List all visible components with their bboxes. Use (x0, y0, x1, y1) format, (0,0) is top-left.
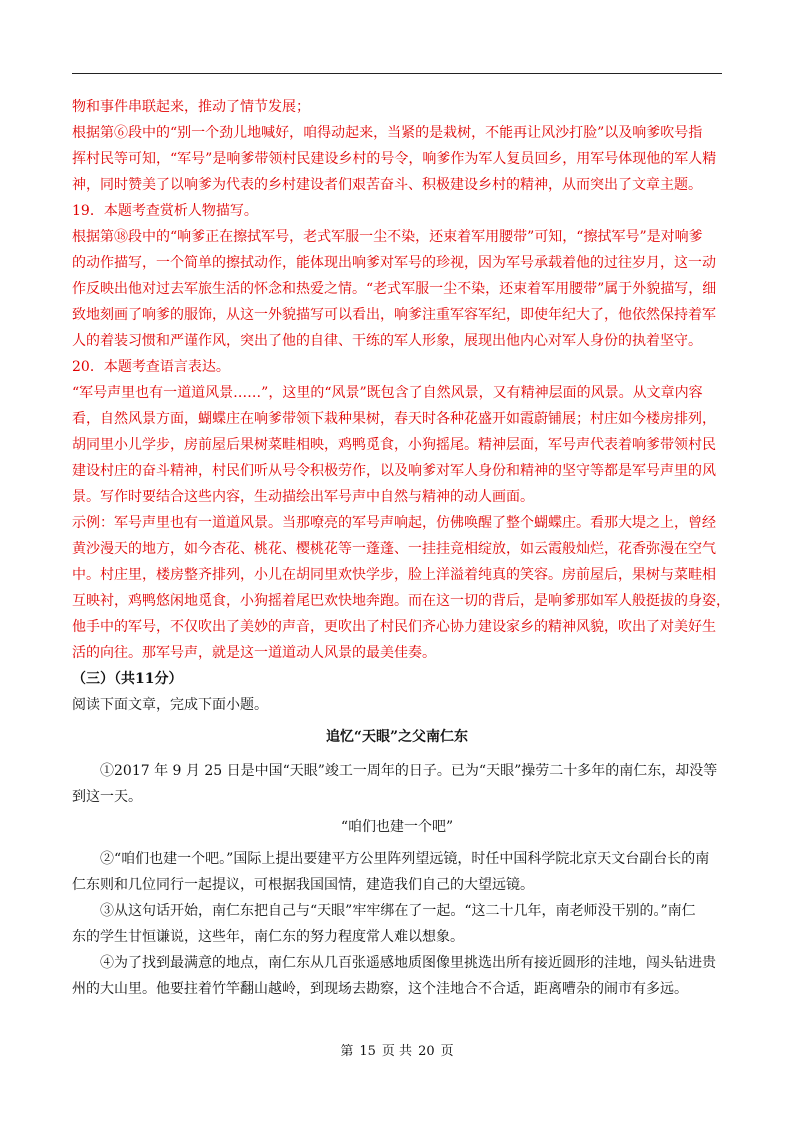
answer-block (72, 96, 730, 664)
page-footer (0, 1040, 794, 1059)
answer-line: 致地刻画了响爹的服饰，从这一外貌描写可以看出，响爹注重军容军纪，即使年纪大了，他依然保持着军 (72, 307, 716, 323)
answer-line: 看，自然风景方面，蝴蝶庄在响爹带领下栽种果树，春天时各种花盛开如霞蔚铺展；村庄如今楼房排列， (72, 411, 716, 427)
answer-line: 20．本题考查语言表达。 (72, 359, 230, 375)
footer-suffix: 页 (440, 1044, 454, 1059)
footer-middle: 页 共 (381, 1044, 413, 1059)
paragraph-line: 到这一天。 (72, 789, 142, 805)
page-content (72, 96, 730, 1002)
answer-line: 示例：军号声里也有一道道风景。当那嘹亮的军号声响起，仿佛唤醒了整个蝴蝶庄。看那大堤之上，曾经 (72, 515, 716, 531)
paragraph-line: ④为了找到最满意的地点，南仁东从几百张遥感地质图像里挑选出所有接近圆形的洼地，闯头钻进贵 (100, 955, 716, 971)
answer-line: 根据第⑥段中的“别一个劲儿地喊好，咱得动起来，当紧的是栽树，不能再让风沙打脸”以及响爹吹号指 (72, 125, 703, 141)
answer-line: 建设村庄的奋斗精神，村民们听从号令积极劳作，以及响爹对军人身份和精神的坚守等都是军号声里的风 (72, 463, 716, 479)
header-rule (72, 73, 722, 74)
reading-section (72, 668, 722, 1002)
answer-line: 作反映出他对过去军旅生活的怀念和热爱之情。“老式军服一尘不染，还束着军用腰带”属于外貌描写，细 (72, 281, 717, 297)
answer-line: 神，同时赞美了以响爹为代表的乡村建设者们艰苦奋斗、积极建设乡村的精神，从而突出了文章主题。 (72, 177, 702, 193)
answer-line: 他手中的军号，不仅吹出了美妙的声音，更吹出了村民们齐心协力建设家乡的精神风貌，吹出了对美好生 (72, 619, 716, 635)
paragraph-line: ①2017 年 9 月 25 日是中国“天眼”竣工一周年的日子。已为“天眼”操劳二十多年的南仁东，却没等 (100, 763, 718, 779)
paragraph-line: 东的学生甘恒谦说，这些年，南仁东的努力程度常人难以想象。 (72, 929, 464, 945)
answer-line: “军号声里也有一道道风景……”，这里的“风景”既包含了自然风景，又有精神层面的风景。从文章内容 (72, 385, 703, 401)
answer-line: 景。写作时要结合这些内容，生动描绘出军号声中自然与精神的动人画面。 (72, 489, 534, 505)
article-title: 追忆“天眼”之父南仁东 (325, 729, 469, 745)
answer-line: 挥村民等可知，“军号”是响爹带领村民建设乡村的号令，响爹作为军人复员回乡，用军号体现他的军人精 (72, 151, 717, 167)
footer-prefix: 第 (340, 1044, 354, 1059)
answer-line: 中。村庄里，楼房整齐排列，小儿在胡同里欢快学步，脸上洋溢着纯真的笑容。房前屋后，果树与菜畦相 (72, 567, 716, 583)
answer-line: 根据第⑱段中的“响爹正在擦拭军号，老式军服一尘不染，还束着军用腰带”可知，“擦拭军号”是对响爹 (72, 229, 703, 245)
footer-total-pages: 20 (418, 1044, 435, 1059)
answer-line: 人的着装习惯和严谨作风，突出了他的自律、干练的军人形象，展现出他内心对军人身份的执着坚守。 (72, 333, 702, 349)
answer-line: 黄沙漫天的地方，如今杏花、桃花、樱桃花等一蓬蓬、一挂挂竞相绽放，如云霞般灿烂，花香弥漫在空气 (72, 541, 716, 557)
footer-page-number: 15 (359, 1044, 376, 1059)
section-heading: （三）（共11分） (72, 671, 183, 687)
paragraph-line: 仁东则和几位同行一起提议，可根据我国国情，建造我们自己的大望远镜。 (72, 877, 534, 893)
answer-line: 19．本题考查赏析人物描写。 (72, 203, 258, 219)
answer-line: 的动作描写，一个简单的擦拭动作，能体现出响爹对军号的珍视，因为军号承载着他的过往岁月，这一动 (72, 255, 716, 271)
paragraph-line: ③从这句话开始，南仁东把自己与“天眼”牢牢绑在了一起。“这二十几年，南老师没干别的。”南仁 (100, 903, 696, 919)
answer-line: 物和事件串联起来，推动了情节发展； (72, 99, 310, 115)
instruction-text: 阅读下面文章，完成下面小题。 (72, 697, 268, 713)
article-subtitle: “咱们也建一个吧” (340, 819, 454, 835)
paragraph-line: ②“咱们也建一个吧。”国际上提出要建平方公里阵列望远镜，时任中国科学院北京天文台副台长的南 (100, 851, 710, 867)
paragraph-line: 州的大山里。他要拄着竹竿翻山越岭，到现场去勘察，这个洼地合不合适，距离嘈杂的闹市有多远。 (72, 981, 688, 997)
answer-line: 活的向往。那军号声，就是这一道道动人风景的最美佳奏。 (72, 645, 436, 661)
answer-line: 胡同里小儿学步，房前屋后果树菜畦相映，鸡鸭觅食，小狗摇尾。精神层面，军号声代表着响爹带领村民 (72, 437, 716, 453)
answer-line: 互映衬，鸡鸭悠闲地觅食，小狗摇着尾巴欢快地奔跑。而在这一切的背后，是响爹那如军人般挺拔的身姿， (72, 593, 730, 609)
